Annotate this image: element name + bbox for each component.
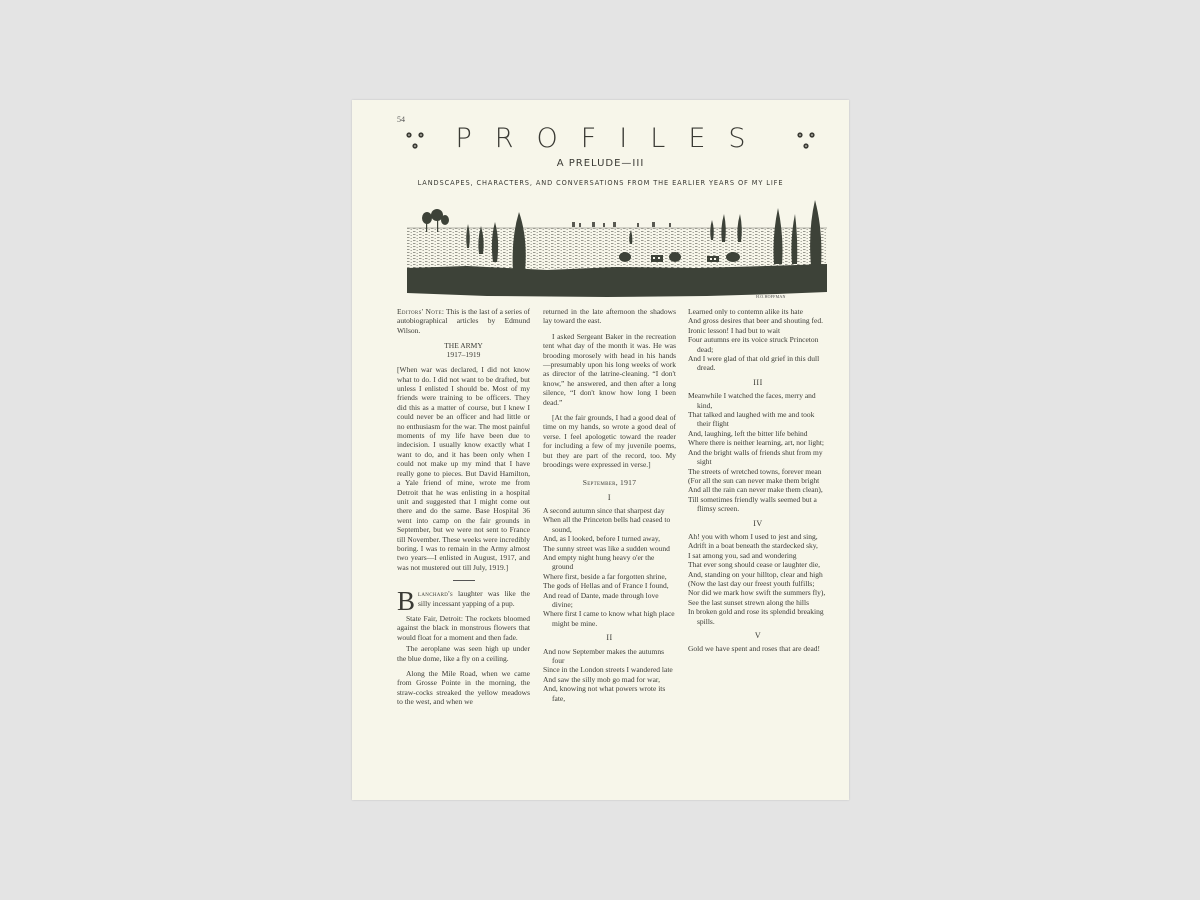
- verse-line: And empty night hung heavy o'er the ground: [543, 552, 655, 572]
- stanza-2: [543, 647, 676, 703]
- stanza-1: [543, 506, 676, 628]
- verse-line: I sat among you, sad and wondering: [688, 550, 797, 560]
- verse-line: When all the Princeton bells had ceased to sound,: [543, 515, 671, 534]
- dropcap-smallcaps: lanchard's: [418, 589, 453, 599]
- verse-line: A second autumn since that sharpest day: [543, 505, 665, 515]
- verse-line: And the bright walls of friends shut from my sight: [688, 447, 823, 467]
- verse-line: (For all the sun can never make them bright: [688, 475, 820, 485]
- verse-line: Gold we have spent and roses that are dead!: [688, 644, 821, 654]
- editors-note-label: Editors' Note:: [397, 307, 445, 316]
- verse-line: See the last sunset strewn along the hills: [688, 597, 810, 607]
- verse-line: (Now the last day our freest youth fulfills;: [688, 578, 815, 588]
- verse-line: Meanwhile I watched the faces, merry and kind,: [688, 391, 816, 410]
- verse-line: And saw the silly mob go mad for war,: [543, 674, 660, 684]
- paragraph-returned: returned in the late afternoon the shadows lay toward the east.: [543, 307, 676, 326]
- verse-line: Where first, beside a far forgotten shrine,: [543, 571, 667, 581]
- verse-line: The sunny street was like a sudden wound: [543, 543, 670, 553]
- stanza-4: [688, 532, 828, 626]
- verse-line: That ever song should cease or laughter die,: [688, 560, 821, 570]
- verse-line: Ah! you with whom I used to jest and sing,: [688, 531, 818, 541]
- verse-line: Nor did we mark how swift the summers fly),: [688, 588, 826, 598]
- verse-line: That talked and laughed with me and took their flight: [688, 410, 815, 429]
- magazine-page: [352, 100, 849, 800]
- text-column-3: [688, 307, 828, 654]
- dropcap-rest: laughter was like the silly incessant yapping of a pup.: [418, 589, 530, 608]
- masthead-title: PROFILES: [455, 123, 769, 154]
- stanza-number: III: [753, 377, 763, 387]
- text-column-1: [397, 307, 530, 709]
- verse-line: And all the rain can never make them clean),: [688, 485, 823, 495]
- verse-line: Ironic lesson! I had but to wait: [688, 325, 781, 335]
- verse-line: And now September makes the autumns four: [543, 646, 665, 665]
- section-heading-dates: 1917–1919: [446, 350, 481, 360]
- stanza-number: II: [606, 633, 613, 643]
- editors-note-text: This is the last of a series of autobiographical articles by Edmund Wilson.: [397, 307, 530, 335]
- section-heading-title: THE ARMY: [444, 341, 483, 351]
- verse-line: And gross desires that beer and shouting fed.: [688, 316, 823, 326]
- verse-line: And, standing on your hilltop, clear and high: [688, 569, 823, 579]
- verse-line: In broken gold and rose its splendid breaking spills.: [688, 607, 824, 626]
- section-heading: [397, 341, 530, 359]
- paragraph-fair-grounds: [At the fair grounds, I had a good deal of time on my hands, so wrote a good deal of verse. I feel apologetic toward the reader for including a few of my juvenile poems, but they are part of the record, too. My broodings were expressed in verse.]: [543, 413, 676, 470]
- stanza-number: V: [754, 631, 762, 640]
- section-divider: [453, 580, 475, 581]
- poem-title: September, 1917: [582, 477, 637, 487]
- verse-line: And read of Dante, made through love divine;: [543, 590, 659, 609]
- stanza-5: [688, 644, 828, 653]
- verse-line: And, laughing, left the bitter life behind: [688, 428, 808, 438]
- page-number: 54: [397, 115, 405, 124]
- drop-cap: B: [397, 586, 416, 617]
- paragraph-aeroplane: The aeroplane was seen high up under the blue dome, like a fly on a ceiling.: [397, 644, 530, 663]
- paragraph-mile-road: Along the Mile Road, when we came from Grosse Pointe in the morning, the straw-cocks streaked the yellow meadows to the west, and when we: [397, 669, 530, 707]
- verse-line: And, as I looked, before I turned away,: [543, 534, 660, 544]
- verse-line: Till sometimes friendly walls seemed but a flimsy screen.: [688, 494, 817, 514]
- text-column-2: [543, 307, 676, 703]
- paragraph-sergeant: I asked Sergeant Baker in the recreation tent what day of the month it was. He was brooding morosely with head in his hands—presumably upon his long weeks of work as director of the latrine-cleaning. “I don't know,” he answered, and then after a long silence, “I don't know how long I been dead.”: [543, 331, 676, 407]
- dropcap-paragraph: [397, 586, 530, 617]
- verse-line: And, knowing not what powers wrote its fate,: [543, 684, 666, 703]
- illustrator-signature: H.O.HOFFMAN: [756, 294, 786, 299]
- intro-paragraph: [When war was declared, I did not know what to do. I did not want to be drafted, but unless I enlisted I should be. Most of my friends were training to be officers. They did this as a matter of course, but I knew I could never be an officer and had little or no enthusiasm for the war. The most painful moments of my life have been due to indecision. I usually know exactly what I want to do, and it has been only when I could not make up my mind that I have really gone to pieces. But David Hamilton, a Yale friend of mine, wrote me from Detroit that he was enlisting in a hospital unit and suggested that I might come out there and do the same. Base Hospital 36 went into camp on the fair grounds in September, but we were not sent to France till November. These weeks were incredibly boring. I was to remain in the Army almost two years—I enlisted in August, 1917, and was not mustered out till July, 1919.]: [397, 365, 530, 572]
- stanza-3: [688, 391, 828, 513]
- article-tagline: LANDSCAPES, CHARACTERS, AND CONVERSATIONS FROM THE EARLIER YEARS OF MY LIFE: [417, 179, 784, 187]
- article-subtitle: A PRELUDE—III: [556, 158, 645, 169]
- landscape-illustration: [407, 200, 827, 300]
- verse-line: Where first I came to know what high place might be mine.: [543, 609, 675, 628]
- verse-line: Learned only to contemn alike its hate: [688, 307, 803, 316]
- verse-line: The gods of Hellas and of France I found,: [543, 581, 669, 591]
- verse-line: And I were glad of that old grief in this dull dread.: [688, 354, 820, 373]
- editors-note: [397, 307, 530, 335]
- verse-line: Four autumns ere its voice struck Princeton dead;: [688, 335, 819, 354]
- stanza-2-continued: [688, 307, 828, 373]
- verse-line: The streets of wretched towns, forever mean: [688, 466, 822, 476]
- paragraph-state-fair: State Fair, Detroit: The rockets bloomed against the black in monstrous flowers that would float for a moment and then fade.: [397, 613, 530, 642]
- stanza-number: IV: [753, 518, 763, 528]
- verse-line: Since in the London streets I wandered late: [543, 665, 673, 675]
- stanza-number: I: [607, 492, 612, 502]
- verse-line: Adrift in a boat beneath the stardecked sky,: [688, 541, 818, 551]
- verse-line: Where there is neither learning, art, nor light;: [688, 438, 824, 448]
